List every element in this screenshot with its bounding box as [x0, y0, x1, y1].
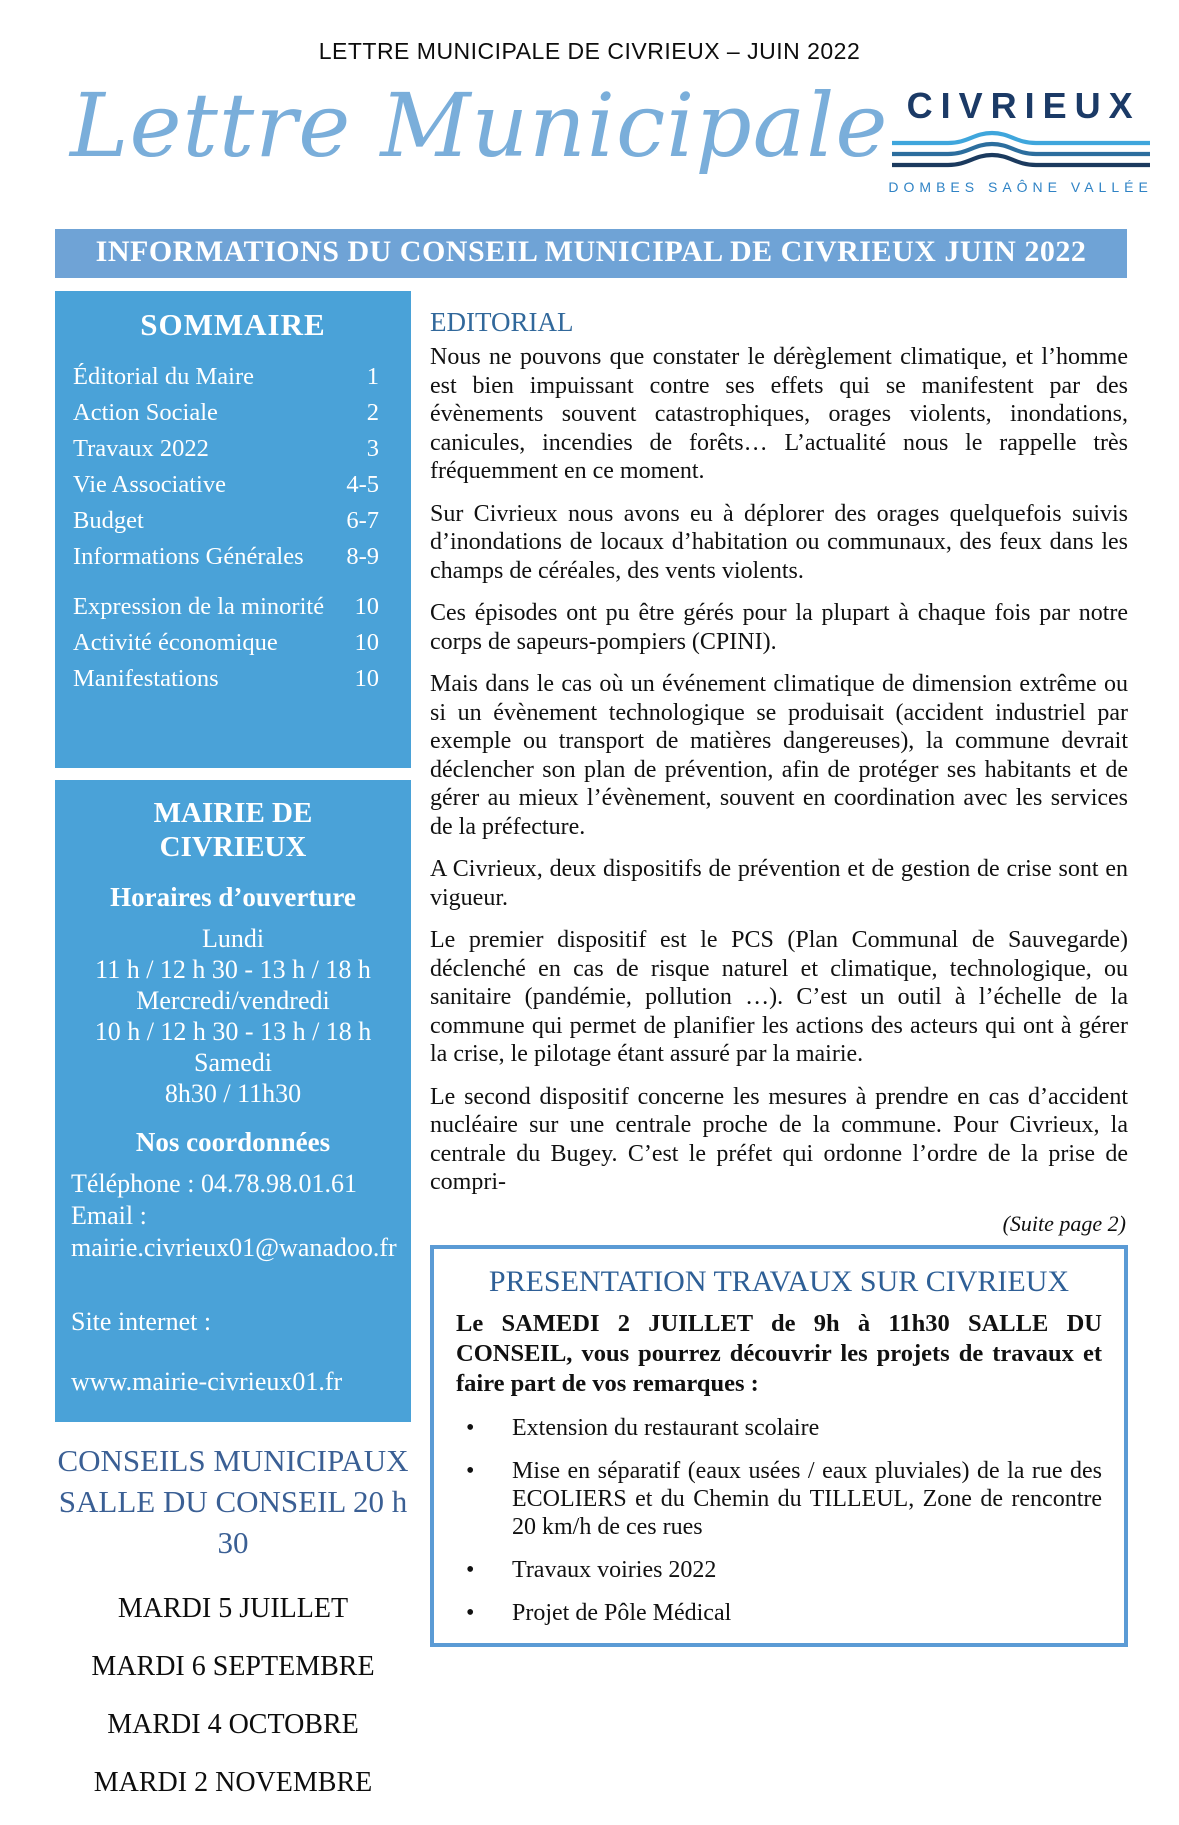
conseil-date: MARDI 2 NOVEMBRE	[93, 1767, 373, 1799]
mairie-title-line2: CIVRIEUX	[159, 831, 307, 864]
bullet-text: Travaux voiries 2022	[512, 1556, 717, 1583]
toc-page-number: 10	[354, 629, 379, 656]
toc-page-number: 10	[354, 665, 379, 692]
toc-page-number: 6-7	[346, 507, 379, 534]
editorial-paragraph: Sur Civrieux nous avons eu à déplorer des orages quelquefois suivis d’inondations de locaux d’habitation ou communaux, des feux dans les champs de céréales, des vents violents.	[430, 500, 1128, 584]
mairie-title-line1: MAIRIE DE	[153, 797, 313, 829]
editorial-paragraph: A Civrieux, deux dispositifs de prévention et de gestion de crise sont en vigueur.	[430, 856, 1128, 911]
toc-label: Vie Associative	[73, 471, 226, 498]
toc-label: Éditorial du Maire	[73, 363, 254, 390]
bullet-item	[456, 1556, 1102, 1584]
running-header: LETTRE MUNICIPALE DE CIVRIEUX – JUIN 2022	[318, 38, 861, 64]
toc-row	[73, 539, 393, 575]
editorial-body	[430, 343, 1128, 1197]
civrieux-logo	[888, 71, 1152, 195]
hour-line: Samedi	[194, 1048, 272, 1078]
toc-row	[73, 431, 393, 467]
mairie-box	[55, 780, 411, 1422]
bullet-item	[456, 1599, 1102, 1627]
editorial-paragraph: Le premier dispositif est le PCS (Plan Communal de Sauvegarde) déclenché en cas de risque naturel et climatique, technologique, ou sanitaire (pandémie, pollution …). C’est un outil à l’échelle de la commune qui permet de planifier les actions des acteurs qui ont à gérer la crise, le pilotage étant assuré par la mairie.	[430, 927, 1128, 1067]
phone-line: Téléphone : 04.78.98.01.61	[71, 1169, 357, 1199]
toc-row	[73, 625, 393, 661]
sidebar	[55, 291, 411, 1825]
toc-row	[73, 589, 393, 625]
hour-line: 8h30 / 11h30	[164, 1079, 302, 1109]
continued-note: (Suite page 2)	[1002, 1210, 1126, 1236]
bullet-item	[456, 1414, 1102, 1442]
coords-title: Nos coordonnées	[135, 1127, 331, 1158]
sommaire-list	[73, 359, 393, 575]
toc-label: Travaux 2022	[73, 435, 209, 462]
hours-list	[71, 923, 395, 1109]
bullet-icon: •	[466, 1556, 475, 1583]
bullet-text: Extension du restaurant scolaire	[512, 1414, 820, 1441]
email-address: mairie.civrieux01@wanadoo.fr	[71, 1233, 397, 1263]
presentation-box	[430, 1245, 1128, 1647]
editorial-paragraph: Mais dans le cas où un événement climatique de dimension extrême ou si un évènement technologique se produisait (accident industriel par exemple ou transport de matières dangereuses), la commune devrait déclencher son plan de prévention, afin de protéger ses habitants et de gérer au mieux l’évènement, souvent en coordination avec les services de la préfecture.	[430, 671, 1128, 840]
conseil-date: MARDI 5 JUILLET	[117, 1593, 349, 1625]
sommaire-box	[55, 291, 411, 768]
logo-wordmark: CIVRIEUX	[906, 85, 1141, 126]
logo-tagline: DOMBES SAÔNE VALLÉE	[888, 179, 1153, 195]
bullet-icon: •	[466, 1457, 475, 1484]
conseils-title-line1: CONSEILS MUNICIPAUX	[57, 1443, 409, 1479]
conseil-date: MARDI 4 OCTOBRE	[107, 1709, 359, 1741]
conseils-section	[55, 1440, 411, 1799]
banner-title: INFORMATIONS DU CONSEIL MUNICIPAL DE CIVRIEUX JUIN 2022	[55, 229, 1127, 278]
editorial-paragraph: Nous ne pouvons que constater le dérèglement climatique, et l’homme est bien impuissant contre ses effets qui se manifestent par des évènements souvent catastrophiques, orages violents, inondations, canicules, incendies de forêts… L’actualité nous le rappelle très fréquemment en ce moment.	[430, 344, 1128, 484]
conseils-dates	[55, 1593, 411, 1799]
editorial-title: EDITORIAL	[430, 307, 574, 337]
bullet-text: Mise en séparatif (eaux usées / eaux pluviales) de la rue des ECOLIERS et du Chemin du TILLEUL, Zone de rencontre 20 km/h de ces rues	[512, 1457, 1102, 1540]
conseils-title	[55, 1440, 411, 1563]
hours-title: Horaires d’ouverture	[110, 882, 356, 913]
toc-label: Budget	[73, 507, 144, 534]
editorial-paragraph: Le second dispositif concerne les mesures à prendre en cas d’accident nucléaire sur une centrale proche de la commune. Pour Civrieux, la centrale du Bugey. C’est le préfet qui ordonne l’ordre de la prise de compri-	[430, 1083, 1128, 1195]
hour-line: 10 h / 12 h 30 - 13 h / 18 h	[94, 1017, 372, 1047]
presentation-title: PRESENTATION TRAVAUX SUR CIVRIEUX	[488, 1264, 1070, 1298]
email-label: Email :	[71, 1201, 147, 1231]
site-url: www.mairie-civrieux01.fr	[71, 1367, 343, 1397]
waves-icon	[890, 130, 1152, 176]
bullet-text: Projet de Pôle Médical	[512, 1599, 732, 1626]
toc-page-number: 2	[366, 399, 379, 426]
toc-label: Informations Générales	[73, 543, 304, 570]
toc-row	[73, 359, 393, 395]
toc-row	[73, 503, 393, 539]
sommaire-title: SOMMAIRE	[140, 307, 326, 342]
bullet-item	[456, 1457, 1102, 1541]
mairie-title	[71, 796, 395, 864]
main-column	[430, 291, 1128, 1825]
conseil-date: MARDI 6 SEPTEMBRE	[91, 1651, 375, 1683]
sommaire-list-minority	[73, 589, 393, 697]
bullet-icon: •	[466, 1599, 475, 1626]
toc-row	[73, 661, 393, 697]
presentation-intro: Le SAMEDI 2 JUILLET de 9h à 11h30 SALLE DU CONSEIL, vous pourrez découvrir les projets de travaux et faire part de vos remarques :	[456, 1309, 1102, 1397]
editorial-paragraph: Ces épisodes ont pu être gérés pour la plupart à chaque fois par notre corps de sapeurs-pompiers (CPINI).	[430, 600, 1128, 655]
bullet-icon: •	[466, 1414, 475, 1441]
toc-page-number: 3	[366, 435, 379, 462]
hour-line: Mercredi/vendredi	[136, 986, 330, 1016]
toc-label: Expression de la minorité	[73, 593, 325, 620]
masthead	[0, 65, 1179, 217]
hour-line: Lundi	[201, 924, 265, 954]
presentation-bullets	[456, 1414, 1102, 1627]
toc-page-number: 1	[366, 363, 379, 390]
toc-page-number: 4-5	[346, 471, 379, 498]
hour-line: 11 h / 12 h 30 - 13 h / 18 h	[95, 955, 371, 985]
site-label: Site internet :	[71, 1307, 212, 1337]
newsletter-title: Lettre Municipale	[70, 74, 889, 177]
toc-row	[73, 467, 393, 503]
toc-label: Action Sociale	[73, 399, 218, 426]
toc-row	[73, 395, 393, 431]
conseils-title-line2: SALLE DU CONSEIL 20 h 30	[58, 1484, 408, 1561]
content-columns	[55, 291, 1128, 1825]
toc-label: Activité économique	[73, 629, 278, 656]
toc-label: Manifestations	[73, 665, 219, 692]
toc-page-number: 10	[354, 593, 379, 620]
toc-page-number: 8-9	[346, 543, 379, 570]
